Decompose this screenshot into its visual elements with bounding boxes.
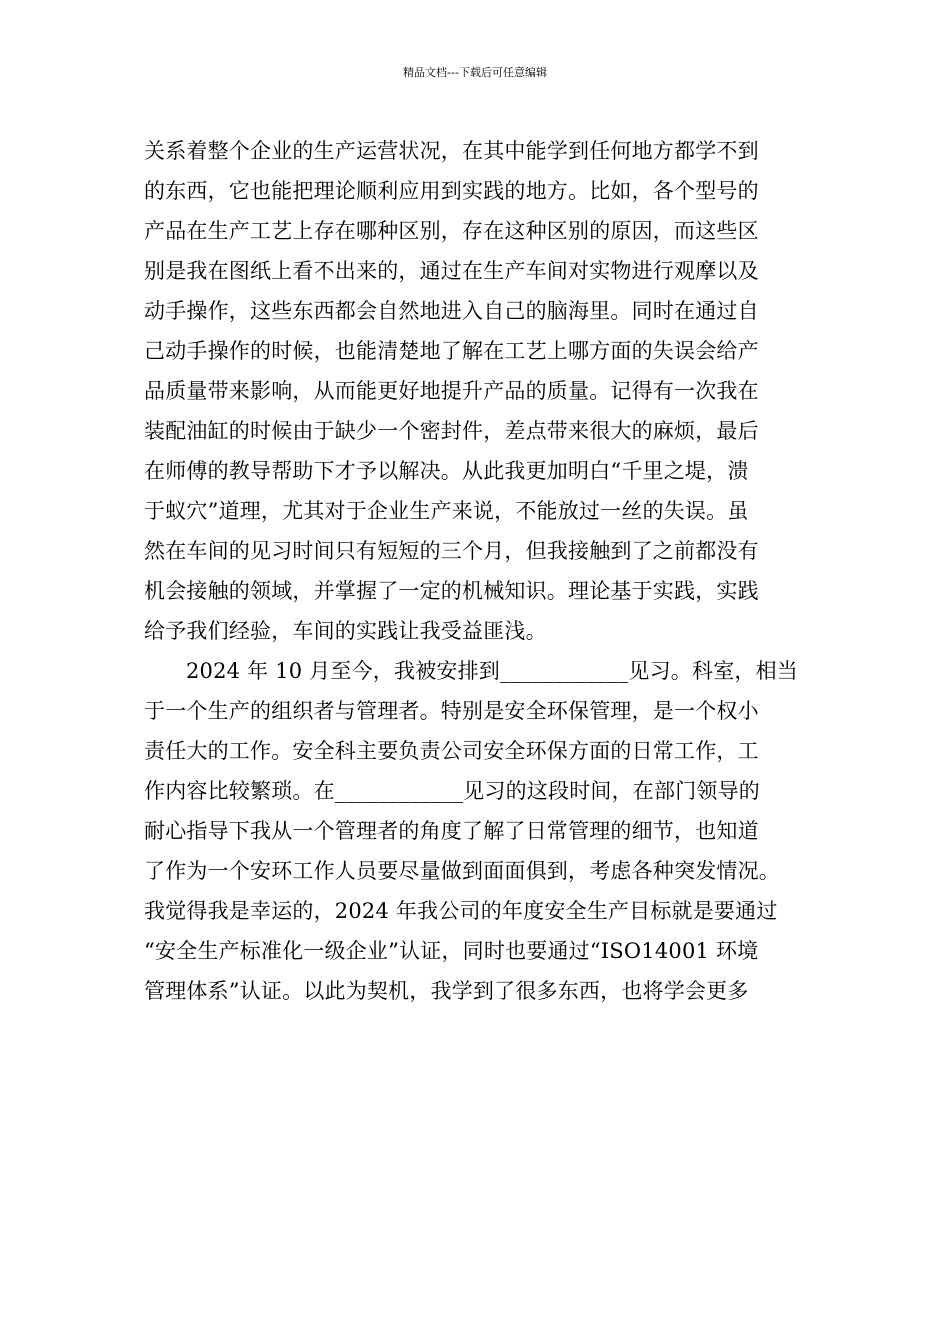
paragraph-first-line: 2024 年 10 月至今，我被安排到____________见习。科室，相当 — [186, 659, 798, 683]
text-line: 然在车间的见习时间只有短短的三个月，但我接触到了之前都没有 — [144, 539, 759, 563]
text-line: 别是我在图纸上看不出来的，通过在生产车间对实物进行观摩以及 — [144, 259, 759, 283]
text-line: 机会接触的领域，并掌握了一定的机械知识。理论基于实践，实践 — [144, 579, 759, 603]
text-line: 的东西，它也能把理论顺利应用到实践的地方。比如，各个型号的 — [144, 179, 759, 203]
text-line: 责任大的工作。安全科主要负责公司安全环保方面的日常工作，工 — [144, 739, 759, 763]
text-line: 给予我们经验，车间的实践让我受益匪浅。 — [144, 619, 547, 643]
text-line: 我觉得我是幸运的，2024 年我公司的年度安全生产目标就是要通过 — [144, 899, 778, 923]
text-line: 产品在生产工艺上存在哪种区别，存在这种区别的原因，而这些区 — [144, 219, 759, 243]
text-line: 装配油缸的时候由于缺少一个密封件，差点带来很大的麻烦，最后 — [144, 419, 759, 443]
page-header: 精品文档---下载后可任意编辑 — [403, 66, 547, 79]
text-line: 关系着整个企业的生产运营状况，在其中能学到任何地方都学不到 — [144, 139, 759, 163]
text-line: “安全生产标准化一级企业”认证，同时也要通过“ISO14001 环境 — [144, 939, 759, 963]
text-line: 动手操作，这些东西都会自然地进入自己的脑海里。同时在通过自 — [144, 299, 759, 323]
text-line: 管理体系”认证。以此为契机，我学到了很多东西，也将学会更多 — [144, 979, 749, 1003]
text-line: 耐心指导下我从一个管理者的角度了解了日常管理的细节，也知道 — [144, 819, 759, 843]
text-line: 己动手操作的时候，也能清楚地了解在工艺上哪方面的失误会给产 — [144, 339, 759, 363]
text-line: 在师傅的教导帮助下才予以解决。从此我更加明白“千里之堤，溃 — [144, 459, 749, 483]
text-line: 作内容比较繁琐。在____________见习的这段时间，在部门领导的 — [144, 779, 760, 803]
text-line: 于一个生产的组织者与管理者。特别是安全环保管理，是一个权小 — [144, 699, 759, 723]
text-line: 了作为一个安环工作人员要尽量做到面面俱到，考虑各种突发情况。 — [144, 859, 780, 883]
text-line: 品质量带来影响，从而能更好地提升产品的质量。记得有一次我在 — [144, 379, 759, 403]
text-line: 于蚁穴”道理，尤其对于企业生产来说，不能放过一丝的失误。虽 — [144, 499, 749, 523]
